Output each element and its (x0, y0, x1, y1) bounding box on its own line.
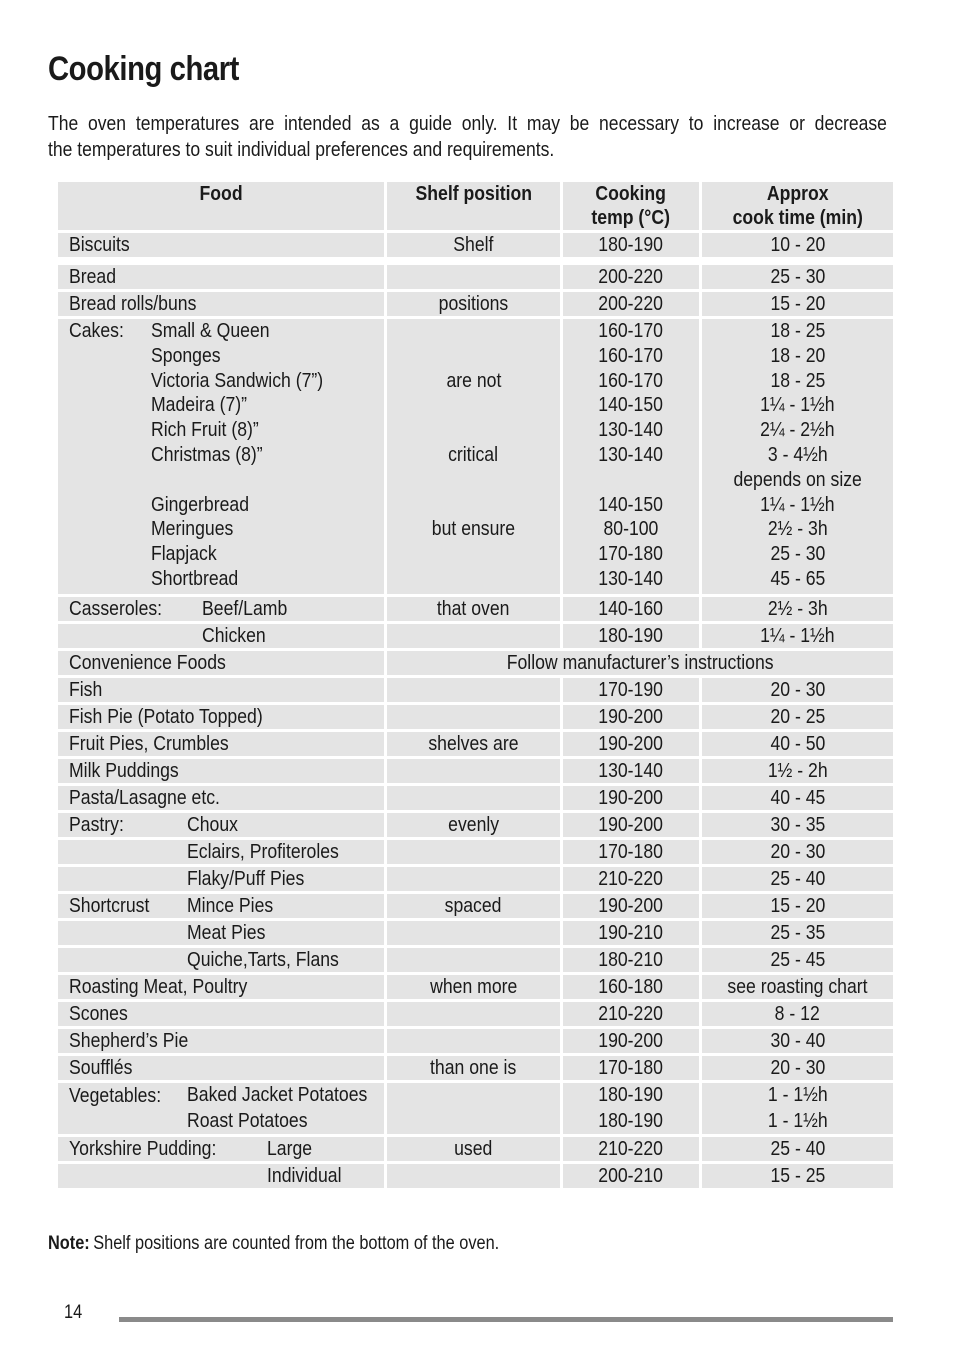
header-time: Approx cook time (min) (702, 182, 893, 230)
table-row (58, 265, 894, 289)
cooking-temp: 180-190 (598, 1083, 664, 1107)
food-item: Individual (267, 1164, 342, 1187)
cooking-temp: 170-190 (598, 678, 664, 701)
page-title: Cooking chart (48, 50, 239, 88)
food-name: Convenience Foods (69, 651, 226, 674)
table-row-vegetables (58, 1083, 894, 1134)
cooking-temp: 80-100 (603, 517, 659, 541)
cook-time: 1 - 1½h (767, 1108, 828, 1132)
cooking-temp: 170-180 (598, 542, 664, 566)
food-name: Bread (69, 265, 117, 288)
cook-time: 40 - 45 (770, 786, 825, 809)
table-row (58, 651, 894, 675)
cooking-temp: 130-140 (598, 566, 664, 590)
cooking-temp: 190-200 (598, 705, 664, 728)
food-item: Sponges (151, 343, 221, 367)
shelf-position: evenly (448, 813, 499, 836)
cook-time: 30 - 35 (770, 813, 825, 836)
cooking-temp: 170-180 (598, 840, 664, 863)
cook-time: 8 - 12 (774, 1002, 821, 1025)
cook-time: 25 - 40 (770, 867, 825, 890)
cook-time: 25 - 45 (770, 948, 825, 971)
note-text: Shelf positions are counted from the bottom of the oven. (93, 1233, 500, 1254)
cooking-chart-table (58, 182, 894, 1191)
cooking-temp: 170-180 (598, 1056, 664, 1079)
table-row (58, 975, 894, 999)
cook-time: 15 - 20 (770, 894, 825, 917)
food-category: Vegetables: (69, 1084, 162, 1107)
table-row (58, 624, 894, 648)
cook-time: 15 - 25 (770, 1164, 825, 1187)
cooking-temp: 200-220 (598, 265, 664, 288)
intro-paragraph (48, 111, 887, 163)
shelf-position: are not (446, 368, 501, 392)
food-item: Gingerbread (151, 492, 250, 516)
food-item: Baked Jacket Potatoes (187, 1083, 368, 1107)
food-category: Pastry: (69, 813, 124, 836)
cooking-temp: 180-190 (598, 1108, 664, 1132)
cooking-temp: 190-200 (598, 1029, 664, 1052)
shelf-position: critical (448, 442, 499, 466)
cooking-temp: 160-170 (598, 343, 664, 367)
shelf-position: that oven (437, 597, 510, 620)
cook-time: 1¼ - 1½h (760, 393, 835, 417)
table-row (58, 1137, 894, 1161)
intro-line-2: the temperatures to suit individual preferences and requirements. (48, 138, 555, 161)
cook-time: 25 - 30 (770, 542, 825, 566)
intro-line-1: The oven temperatures are intended as a guide only. It may be necessary to increase or decrease (48, 112, 887, 135)
cooking-temp: 210-220 (598, 1137, 664, 1160)
cook-time: 30 - 40 (770, 1029, 825, 1052)
food-item: Madeira (7)” (151, 393, 248, 417)
cooking-temp: 200-220 (598, 292, 664, 315)
table-row (58, 705, 894, 729)
cook-time: 40 - 50 (770, 732, 825, 755)
shelf-position: shelves are (428, 732, 519, 755)
food-item: Choux (187, 813, 238, 836)
cooking-temp: 180-190 (598, 233, 664, 256)
cook-time: 1¼ - 1½h (760, 492, 835, 516)
food-item: Large (267, 1137, 313, 1160)
food-item: Victoria Sandwich (7”) (151, 368, 324, 392)
cooking-temp: 210-220 (598, 1002, 664, 1025)
food-name: Biscuits (69, 233, 130, 256)
footnote (48, 1233, 499, 1255)
food-item: Eclairs, Profiteroles (187, 840, 339, 863)
food-name: Roasting Meat, Poultry (69, 975, 248, 998)
shelf-position: spaced (445, 894, 502, 917)
table-row (58, 921, 894, 945)
food-name: Pasta/Lasagne etc. (69, 786, 220, 809)
cook-time: 45 - 65 (770, 566, 825, 590)
cooking-temp: 190-200 (598, 786, 664, 809)
cooking-temp: 140-160 (598, 597, 664, 620)
cooking-temp: 180-210 (598, 948, 664, 971)
food-name: Bread rolls/buns (69, 292, 197, 315)
cook-time: 1 - 1½h (767, 1083, 828, 1107)
table-row (58, 840, 894, 864)
footer-divider (119, 1317, 893, 1322)
table-row (58, 1029, 894, 1053)
food-item: Small & Queen (151, 319, 270, 342)
cook-time: 3 - 4½h (767, 442, 828, 466)
cooking-temp: 190-200 (598, 813, 664, 836)
cook-time: 25 - 40 (770, 1137, 825, 1160)
food-item: Christmas (8)” (151, 442, 263, 466)
food-item: Meringues (151, 517, 234, 541)
food-category: Casseroles: (69, 597, 163, 620)
cooking-temp: 160-170 (598, 368, 664, 392)
table-header-row (58, 182, 894, 230)
spanning-instruction: Follow manufacturer’s instructions (506, 651, 774, 674)
page-number: 14 (64, 1302, 83, 1323)
cooking-temp: 210-220 (598, 867, 664, 890)
food-item: Beef/Lamb (202, 597, 288, 620)
shelf-position: than one is (430, 1056, 517, 1079)
table-row (58, 813, 894, 837)
shelf-position: but ensure (431, 517, 516, 541)
cook-time: 20 - 30 (770, 840, 825, 863)
cook-time: 10 - 20 (770, 233, 825, 256)
table-row (58, 292, 894, 316)
food-item: Mince Pies (187, 894, 274, 917)
cooking-temp: 190-200 (598, 894, 664, 917)
table-row (58, 867, 894, 891)
table-row (58, 786, 894, 810)
cook-time: 20 - 30 (770, 678, 825, 701)
cooking-temp: 130-140 (598, 759, 664, 782)
table-row (58, 597, 894, 621)
cook-time: 25 - 35 (770, 921, 825, 944)
cooking-temp: 130-140 (598, 442, 664, 466)
cooking-temp: 130-140 (598, 418, 664, 442)
food-item: Flapjack (151, 542, 217, 566)
food-name: Fish Pie (Potato Topped) (69, 705, 263, 728)
cook-time: 18 - 20 (770, 343, 825, 367)
food-item: Chicken (202, 624, 266, 647)
food-item: Flaky/Puff Pies (187, 867, 305, 890)
food-category: Cakes: (69, 319, 124, 342)
cook-time: 2½ - 3h (767, 597, 828, 620)
cook-time: 18 - 25 (770, 368, 825, 392)
header-temp: Cooking temp (°C) (563, 182, 699, 230)
shelf-position: positions (438, 292, 509, 315)
cook-time: 2¼ - 2½h (760, 418, 835, 442)
cook-time: 2½ - 3h (767, 517, 828, 541)
table-row (58, 233, 894, 257)
food-name: Milk Puddings (69, 759, 179, 782)
food-name: Fruit Pies, Crumbles (69, 732, 229, 755)
header-food: Food (58, 182, 384, 230)
table-row (58, 678, 894, 702)
cook-time: 1½ - 2h (767, 759, 828, 782)
shelf-position: used (454, 1137, 493, 1160)
food-name: Soufflés (69, 1056, 133, 1079)
table-row (58, 732, 894, 756)
cooking-temp: 200-210 (598, 1164, 664, 1187)
food-item: Rich Fruit (8)” (151, 418, 259, 442)
header-shelf: Shelf position (387, 182, 560, 230)
cook-time: 20 - 25 (770, 705, 825, 728)
cooking-temp: 190-200 (598, 732, 664, 755)
cook-time: see roasting chart (727, 975, 868, 998)
cook-time: 18 - 25 (770, 319, 825, 342)
cooking-temp: 190-210 (598, 921, 664, 944)
cooking-temp: 160-180 (598, 975, 664, 998)
table-row (58, 894, 894, 918)
shelf-position: when more (429, 975, 518, 998)
note-label: Note: (48, 1233, 90, 1254)
cooking-temp: 140-150 (598, 393, 664, 417)
table-row (58, 1056, 894, 1080)
cook-time: 1¼ - 1½h (760, 624, 835, 647)
table-row (58, 759, 894, 783)
table-row (58, 948, 894, 972)
cook-time: depends on size (733, 467, 862, 491)
cook-time: 20 - 30 (770, 1056, 825, 1079)
food-item: Meat Pies (187, 921, 266, 944)
table-row-cakes (58, 319, 894, 594)
cooking-temp: 160-170 (598, 319, 664, 342)
food-category: Shortcrust (69, 894, 150, 917)
shelf-position: Shelf (453, 233, 494, 256)
food-name: Shepherd’s Pie (69, 1029, 189, 1052)
food-name: Fish (69, 678, 103, 701)
cook-time: 25 - 30 (770, 265, 825, 288)
table-row (58, 1002, 894, 1026)
food-item: Shortbread (151, 566, 239, 590)
food-item: Roast Potatoes (187, 1108, 308, 1132)
food-item: Quiche,Tarts, Flans (187, 948, 339, 971)
cooking-temp: 140-150 (598, 492, 664, 516)
table-row (58, 1164, 894, 1188)
food-name: Scones (69, 1002, 128, 1025)
food-category: Yorkshire Pudding: (69, 1137, 217, 1160)
cook-time: 15 - 20 (770, 292, 825, 315)
cooking-temp: 180-190 (598, 624, 664, 647)
